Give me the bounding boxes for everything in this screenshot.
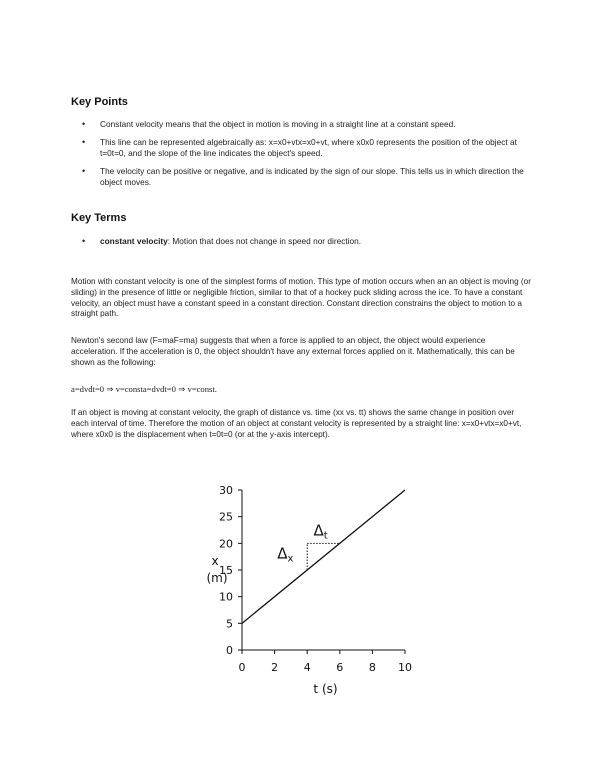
x-axis-label: t (s) bbox=[313, 682, 338, 696]
y-axis-label: x bbox=[211, 554, 219, 568]
x-tick-label: 8 bbox=[368, 661, 376, 674]
x-tick-label: 4 bbox=[303, 661, 311, 674]
y-tick-label: 5 bbox=[226, 617, 233, 631]
y-tick-label: 20 bbox=[219, 537, 233, 551]
y-tick-label: 10 bbox=[219, 590, 233, 604]
key-terms-list bbox=[71, 236, 541, 254]
x-tick-label: 6 bbox=[336, 661, 344, 674]
x-tick-label: 0 bbox=[238, 661, 246, 674]
key-terms-heading: Key Terms bbox=[71, 212, 127, 224]
key-point-item: • The velocity can be positive or negative, and is indicated by the sign of our slope. This tells us in which direction the object moves. bbox=[71, 166, 541, 188]
key-point-item: • This line can be represented algebraically as: x=x0+vtx=x0+vt, where x0x0 represents the position of the object at t=0t=0, and the slope of the line indicates the object's speed. bbox=[71, 137, 541, 159]
paragraph-intro: Motion with constant velocity is one of the simplest forms of motion. This type of motion occurs when an an object is moving (or sliding) in the presence of little or negligible friction, similar to that of a hockey puck sliding across the ice. To have a constant velocity, an object must have a constant speed in a constant direction. Constant direction constrains the object to motion to a straight path. bbox=[71, 277, 531, 319]
delta-x-label: $\Delta_x$ bbox=[277, 544, 294, 565]
y-axis-unit: (m) bbox=[206, 571, 228, 585]
x-tick-label: 10 bbox=[398, 661, 412, 674]
equation-line: a=dvdt=0 ⇒ v=consta=dvdt=0 ⇒ v=const. bbox=[71, 384, 217, 394]
paragraph-graph: If an object is moving at constant velocity, the graph of distance vs. time (xx vs. tt) shows the same change in position over each interval of time. Therefore the motion of an object at constant velocity is represented by a straight line: x=x0+vtx=x0+vt, where x0x0 is the displacement when t=0t=0 (or at the y-axis intercept). bbox=[71, 408, 522, 439]
series-line bbox=[242, 490, 405, 623]
key-points-heading: Key Points bbox=[71, 96, 128, 108]
key-point-item: • Constant velocity means that the object in motion is moving in a straight line at a constant speed. bbox=[71, 119, 541, 130]
key-term-word: constant velocity bbox=[100, 236, 168, 246]
key-term-item bbox=[71, 236, 541, 247]
y-tick-label: 30 bbox=[219, 484, 233, 497]
y-tick-label: 0 bbox=[226, 644, 233, 657]
delta-t-label: $\Delta_t$ bbox=[313, 521, 328, 542]
key-points-list bbox=[71, 119, 541, 195]
y-tick-label: 25 bbox=[219, 510, 233, 524]
y-tick-label: 15 bbox=[219, 564, 233, 577]
x-tick-label: 2 bbox=[271, 661, 279, 674]
paragraph-newton: Newton's second law (F=maF=ma) suggests that when a force is applied to an object, the object would experience acceleration. If the acceleration is 0, the object shouldn't have any external forces applied on it. Mathematically, this can be shown as the following: bbox=[71, 336, 515, 367]
distance-time-chart bbox=[205, 478, 425, 708]
key-term-definition: : Motion that does not change in speed nor direction. bbox=[167, 236, 362, 246]
